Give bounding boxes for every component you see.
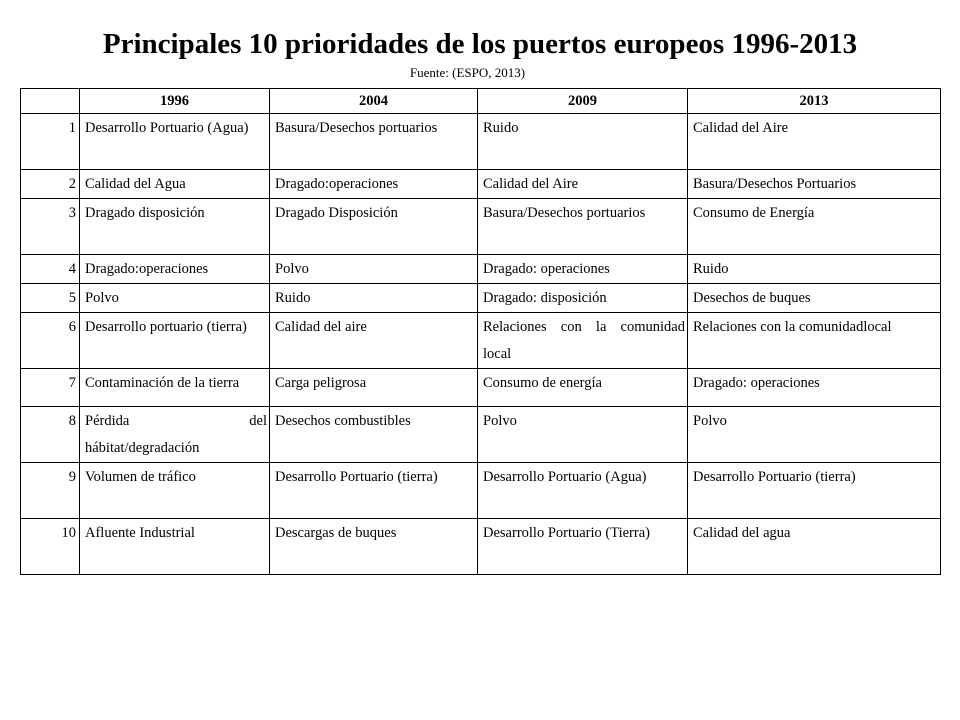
cell-2004: Dragado:operaciones bbox=[270, 170, 478, 199]
cell-1996: Contaminación de la tierra bbox=[80, 369, 270, 407]
cell-2004: Calidad del aire bbox=[270, 313, 478, 369]
cell-1996: Calidad del Agua bbox=[80, 170, 270, 199]
table-row bbox=[21, 313, 941, 369]
cell-2004: Ruido bbox=[270, 284, 478, 313]
cell-2013: Desechos de buques bbox=[688, 284, 941, 313]
rank-cell: 6 bbox=[21, 313, 80, 369]
header-rank bbox=[21, 89, 80, 114]
table-row bbox=[21, 284, 941, 313]
cell-2004: Polvo bbox=[270, 255, 478, 284]
cell-2004: Dragado Disposición bbox=[270, 199, 478, 255]
table-row bbox=[21, 255, 941, 284]
table-row bbox=[21, 519, 941, 575]
cell-2013: Consumo de Energía bbox=[688, 199, 941, 255]
rank-cell: 7 bbox=[21, 369, 80, 407]
cell-1996: Polvo bbox=[80, 284, 270, 313]
cell-2013: Ruido bbox=[688, 255, 941, 284]
table-row bbox=[21, 463, 941, 519]
cell-2013: Calidad del Aire bbox=[688, 114, 941, 170]
table-row bbox=[21, 114, 941, 170]
cell-2009: Desarrollo Portuario (Agua) bbox=[478, 463, 688, 519]
cell-2013: Polvo bbox=[688, 407, 941, 463]
cell-1996: Dragado disposición bbox=[80, 199, 270, 255]
table-row bbox=[21, 199, 941, 255]
cell-2004: Desarrollo Portuario (tierra) bbox=[270, 463, 478, 519]
header-2013: 2013 bbox=[688, 89, 941, 114]
cell-2009: Dragado: disposición bbox=[478, 284, 688, 313]
header-2009: 2009 bbox=[478, 89, 688, 114]
cell-2009: Calidad del Aire bbox=[478, 170, 688, 199]
rank-cell: 5 bbox=[21, 284, 80, 313]
cell-2009: Desarrollo Portuario (Tierra) bbox=[478, 519, 688, 575]
rank-cell: 1 bbox=[21, 114, 80, 170]
cell-1996: Dragado:operaciones bbox=[80, 255, 270, 284]
cell-2013: Dragado: operaciones bbox=[688, 369, 941, 407]
header-1996: 1996 bbox=[80, 89, 270, 114]
rank-cell: 10 bbox=[21, 519, 80, 575]
cell-2009: Basura/Desechos portuarios bbox=[478, 199, 688, 255]
cell-1996: Pérdida del hábitat/degradación bbox=[80, 407, 270, 463]
cell-2004: Desechos combustibles bbox=[270, 407, 478, 463]
cell-2004: Basura/Desechos portuarios bbox=[270, 114, 478, 170]
cell-2009: Dragado: operaciones bbox=[478, 255, 688, 284]
table-row bbox=[21, 369, 941, 407]
cell-2004: Carga peligrosa bbox=[270, 369, 478, 407]
cell-2013: Relaciones con la comunidadlocal bbox=[688, 313, 941, 369]
table-header-row bbox=[21, 89, 941, 114]
cell-2009: Polvo bbox=[478, 407, 688, 463]
cell-2009: Relaciones con la comunidad local bbox=[478, 313, 688, 369]
rank-cell: 4 bbox=[21, 255, 80, 284]
cell-2004: Descargas de buques bbox=[270, 519, 478, 575]
cell-1996: Afluente Industrial bbox=[80, 519, 270, 575]
cell-2013: Desarrollo Portuario (tierra) bbox=[688, 463, 941, 519]
header-2004: 2004 bbox=[270, 89, 478, 114]
cell-1996: Desarrollo portuario (tierra) bbox=[80, 313, 270, 369]
rank-cell: 9 bbox=[21, 463, 80, 519]
rank-cell: 3 bbox=[21, 199, 80, 255]
cell-2009: Consumo de energía bbox=[478, 369, 688, 407]
cell-1996: Volumen de tráfico bbox=[80, 463, 270, 519]
cell-2013: Basura/Desechos Portuarios bbox=[688, 170, 941, 199]
table-row bbox=[21, 170, 941, 199]
cell-2013: Calidad del agua bbox=[688, 519, 941, 575]
page-title: Principales 10 prioridades de los puertos europeos 1996-2013 bbox=[102, 28, 858, 60]
table-row bbox=[21, 407, 941, 463]
cell-2009: Ruido bbox=[478, 114, 688, 170]
rank-cell: 8 bbox=[21, 407, 80, 463]
cell-1996: Desarrollo Portuario (Agua) bbox=[80, 114, 270, 170]
source-caption: Fuente: (ESPO, 2013) bbox=[409, 65, 526, 80]
rank-cell: 2 bbox=[21, 170, 80, 199]
priorities-table bbox=[20, 88, 941, 575]
